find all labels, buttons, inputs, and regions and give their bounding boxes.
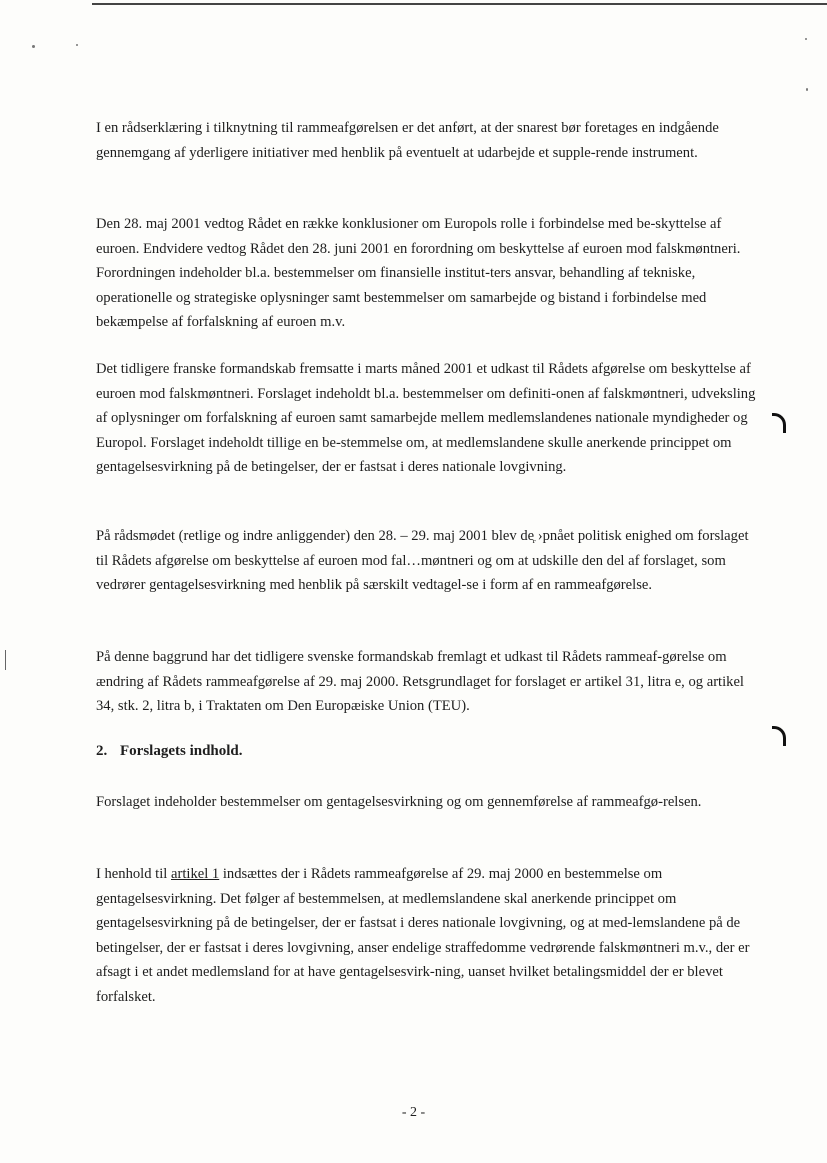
scan-speck — [76, 44, 78, 46]
binder-hole-mark — [772, 726, 786, 746]
paragraph: På rådsmødet (retlige og indre anliggender) den 28. – 29. maj 2001 blev de᷊ ›pnået politisk enighed om forslaget til Rådets afgørelse om beskyttelse af euroen mod fal…møntneri og om at udskille den del af forslaget, som vedrører gentagelsesvirkning med henblik på særskilt vedtagel-se i form af en rammeafgørelse. — [96, 528, 749, 593]
paragraph: Den 28. maj 2001 vedtog Rådet en række konklusioner om Europols rolle i forbindelse med be-skyttelse af euroen. Endvidere vedtog Rådet den 28. juni 2001 en forordning om beskyttelse af euroen mod falskmøntneri. Forordningen indeholder bl.a. bestemmelser om finansielle institut-ters ansvar, behandling af tekniske, operationelle og strategiske oplysninger samt bestemmelser om samarbejde og bistand i forbindelse med bekæmpelse af forfalskning af euroen m.v. — [96, 216, 741, 330]
binder-hole-mark — [772, 413, 786, 433]
top-rule — [92, 3, 827, 5]
paragraph: På denne baggrund har det tidligere svenske formandskab fremlagt et udkast til Rådets rammeaf-gørelse om ændring af Rådets rammeafgørelse af 29. maj 2000. Retsgrundlaget for forslaget er artikel 31, litra e, og artikel 34, stk. 2, litra b, i Traktaten om Den Europæiske Union (TEU). — [96, 649, 744, 714]
paragraph: Forslaget indeholder bestemmelser om gentagelsesvirkning og om gennemførelse af rammeafgø-relsen. — [96, 794, 702, 810]
paragraph-text: indsættes der i Rådets rammeafgørelse af 29. maj 2000 en bestemmelse om gentagelsesvirkning. Det følger af bestemmelsen, at medlemslandene skal anerkende princippet om gentagelsesvirkning på de betingelser, der er fastsat i deres nationale lovgivning, og at med-lemslandene på de betingelser, der er fastsat i deres lovgivning, anser endelige straffedomme vedrørende falskmøntneri m.v., der er afsagt i et andet medlemsland for at have gentagelsesvirk-ning, uanset hvilket betalingsmiddel der er blevet forfalsket. — [96, 866, 750, 1005]
scan-speck — [32, 45, 35, 48]
paragraph-text: I henhold til — [96, 866, 171, 882]
section-number: 2. — [96, 743, 108, 759]
section-title: Forslagets indhold. — [120, 743, 243, 759]
paragraph: Det tidligere franske formandskab fremsatte i marts måned 2001 et udkast til Rådets afgørelse om beskyttelse af euroen mod falskmøntneri. Forslaget indeholdt bl.a. bestemmelser om definiti-onen af falskmøntneri, udveksling af oplysninger om forfalskning af euroen samt samarbejde mellem medlemslandenes nationale myndigheder og Europol. Forslaget indeholdt tillige en be-stemmelse om, at medlemslandene skulle anerkende princippet om gentagelsesvirkning på de betingelser, der er fastsat i deres nationale lovgivning. — [96, 361, 756, 475]
article-reference: artikel 1 — [171, 866, 220, 882]
scan-speck — [805, 38, 807, 40]
scan-speck — [806, 88, 808, 91]
page-number: - 2 - — [401, 1105, 426, 1120]
section-heading — [96, 739, 243, 763]
paragraph: I en rådserklæring i tilknytning til rammeafgørelsen er det anført, at der snarest bør foretages en indgående gennemgang af yderligere initiativer med henblik på eventuelt at udarbejde et supple-rende instrument. — [96, 120, 719, 161]
paragraph — [96, 862, 758, 1009]
margin-mark — [5, 650, 6, 670]
